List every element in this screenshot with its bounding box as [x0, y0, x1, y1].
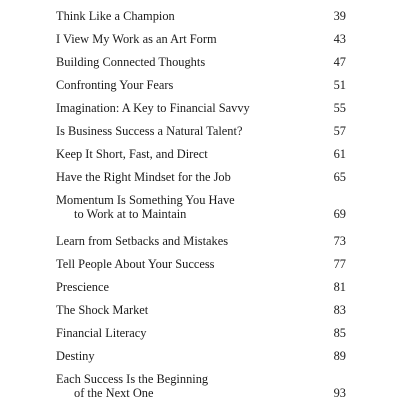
toc-entry-page: 51 [333, 78, 346, 92]
toc-entry-page: 43 [333, 32, 346, 46]
toc-entry-title: Confronting Your Fears [56, 78, 174, 92]
toc-entry [56, 147, 346, 161]
toc-entry [56, 78, 346, 92]
toc-entry-page: 83 [333, 303, 346, 317]
toc-entry-title: Keep It Short, Fast, and Direct [56, 147, 208, 161]
toc-entry-page: 57 [333, 124, 346, 138]
toc-entry-page: 65 [333, 170, 346, 184]
toc-entry-title: Imagination: A Key to Financial Savvy [56, 101, 250, 115]
toc-entry-title: I View My Work as an Art Form [56, 32, 217, 46]
toc-entry-page: 61 [333, 147, 346, 161]
toc-entry-title: The Shock Market [56, 303, 149, 317]
toc-entry-title: Momentum Is Something You Have [56, 193, 235, 207]
toc-entry [56, 9, 346, 23]
toc-entry-page: 69 [333, 207, 346, 221]
toc-entry-title: Think Like a Champion [56, 9, 175, 23]
toc-entry-page: 73 [333, 234, 346, 248]
toc-entry [56, 303, 346, 317]
toc-entry-title: Learn from Setbacks and Mistakes [56, 234, 229, 248]
toc-entry-title-continued: to Work at to Maintain [74, 207, 187, 221]
toc-entry-page: 55 [333, 101, 346, 115]
toc-entry [56, 234, 346, 248]
toc-entry-title: Is Business Success a Natural Talent? [56, 124, 243, 138]
toc-entry [56, 124, 346, 138]
toc-entry-page: 39 [333, 9, 346, 23]
toc-entry [56, 55, 346, 69]
toc-entry-page: 77 [333, 257, 346, 271]
toc-entry-title: Prescience [56, 280, 109, 294]
toc-entry-page: 47 [333, 55, 346, 69]
toc-entry [56, 170, 346, 184]
toc-entry [56, 101, 346, 115]
toc-entry-title: Each Success Is the Beginning [56, 372, 209, 386]
toc-entry-page: 89 [333, 349, 346, 363]
toc-entry [56, 280, 346, 294]
toc-entry-title-continued: of the Next One [74, 386, 154, 400]
toc-entry [56, 193, 346, 221]
toc-entry [56, 349, 346, 363]
toc-entry-page: 93 [333, 386, 346, 400]
toc-entry [56, 32, 346, 46]
toc-entry-page: 81 [333, 280, 346, 294]
toc-entry-title: Have the Right Mindset for the Job [56, 170, 231, 184]
toc-entry-title: Tell People About Your Success [56, 257, 215, 271]
toc-entry-title: Building Connected Thoughts [56, 55, 206, 69]
toc-entry-title: Destiny [56, 349, 95, 363]
toc-entry [56, 372, 346, 400]
toc-entry [56, 257, 346, 271]
toc-entry-title: Financial Literacy [56, 326, 147, 340]
toc-entry [56, 326, 346, 340]
toc-entry-page: 85 [333, 326, 346, 340]
